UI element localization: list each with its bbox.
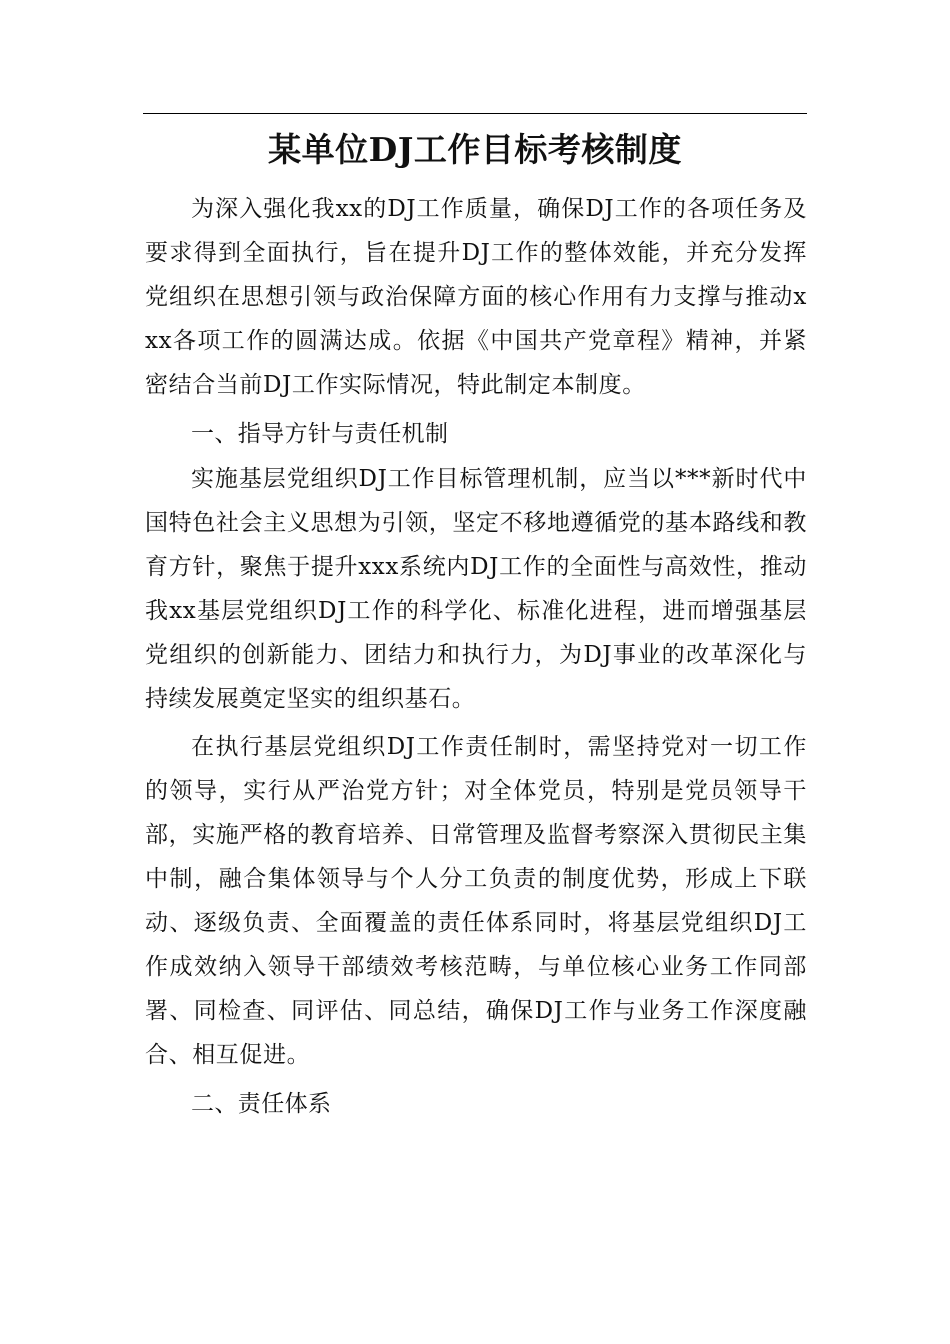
section-1-paragraph-2: 在执行基层党组织DJ工作责任制时，需坚持党对一切工作的领导，实行从严治党方针；对全体党员，特别是党员领导干部，实施严格的教育培养、日常管理及监督考察深入贯彻民主集中制，融合集体领导与个人分工负责的制度优势，形成上下联动、逐级负责、全面覆盖的责任体系同时，将基层党组织DJ工作成效纳入领导干部绩效考核范畴，与单位核心业务工作同部署、同检查、同评估、同总结，确保DJ工作与业务工作深度融合、相互促进。 (145, 734, 807, 1068)
document-body (145, 187, 807, 1127)
document-title: 某单位DJ工作目标考核制度 (268, 130, 682, 169)
section-heading-2: 二、责任体系 (191, 1091, 332, 1117)
intro-paragraph: 为深入强化我xx的DJ工作质量，确保DJ工作的各项任务及要求得到全面执行，旨在提升DJ工作的整体效能，并充分发挥党组织在思想引领与政治保障方面的核心作用有力支撑与推动xxx各项工作的圆满达成。依据《中国共产党章程》精神，并紧密结合当前DJ工作实际情况，特此制定本制度。 (145, 196, 807, 398)
section-1-paragraph-1: 实施基层党组织DJ工作目标管理机制，应当以***新时代中国特色社会主义思想为引领，坚定不移地遵循党的基本路线和教育方针，聚焦于提升xxx系统内DJ工作的全面性与高效性，推动我xx基层党组织DJ工作的科学化、标准化进程，进而增强基层党组织的创新能力、团结力和执行力，为DJ事业的改革深化与持续发展奠定坚实的组织基石。 (145, 466, 807, 712)
header-rule (143, 113, 807, 114)
section-heading-1: 一、指导方针与责任机制 (191, 421, 449, 447)
